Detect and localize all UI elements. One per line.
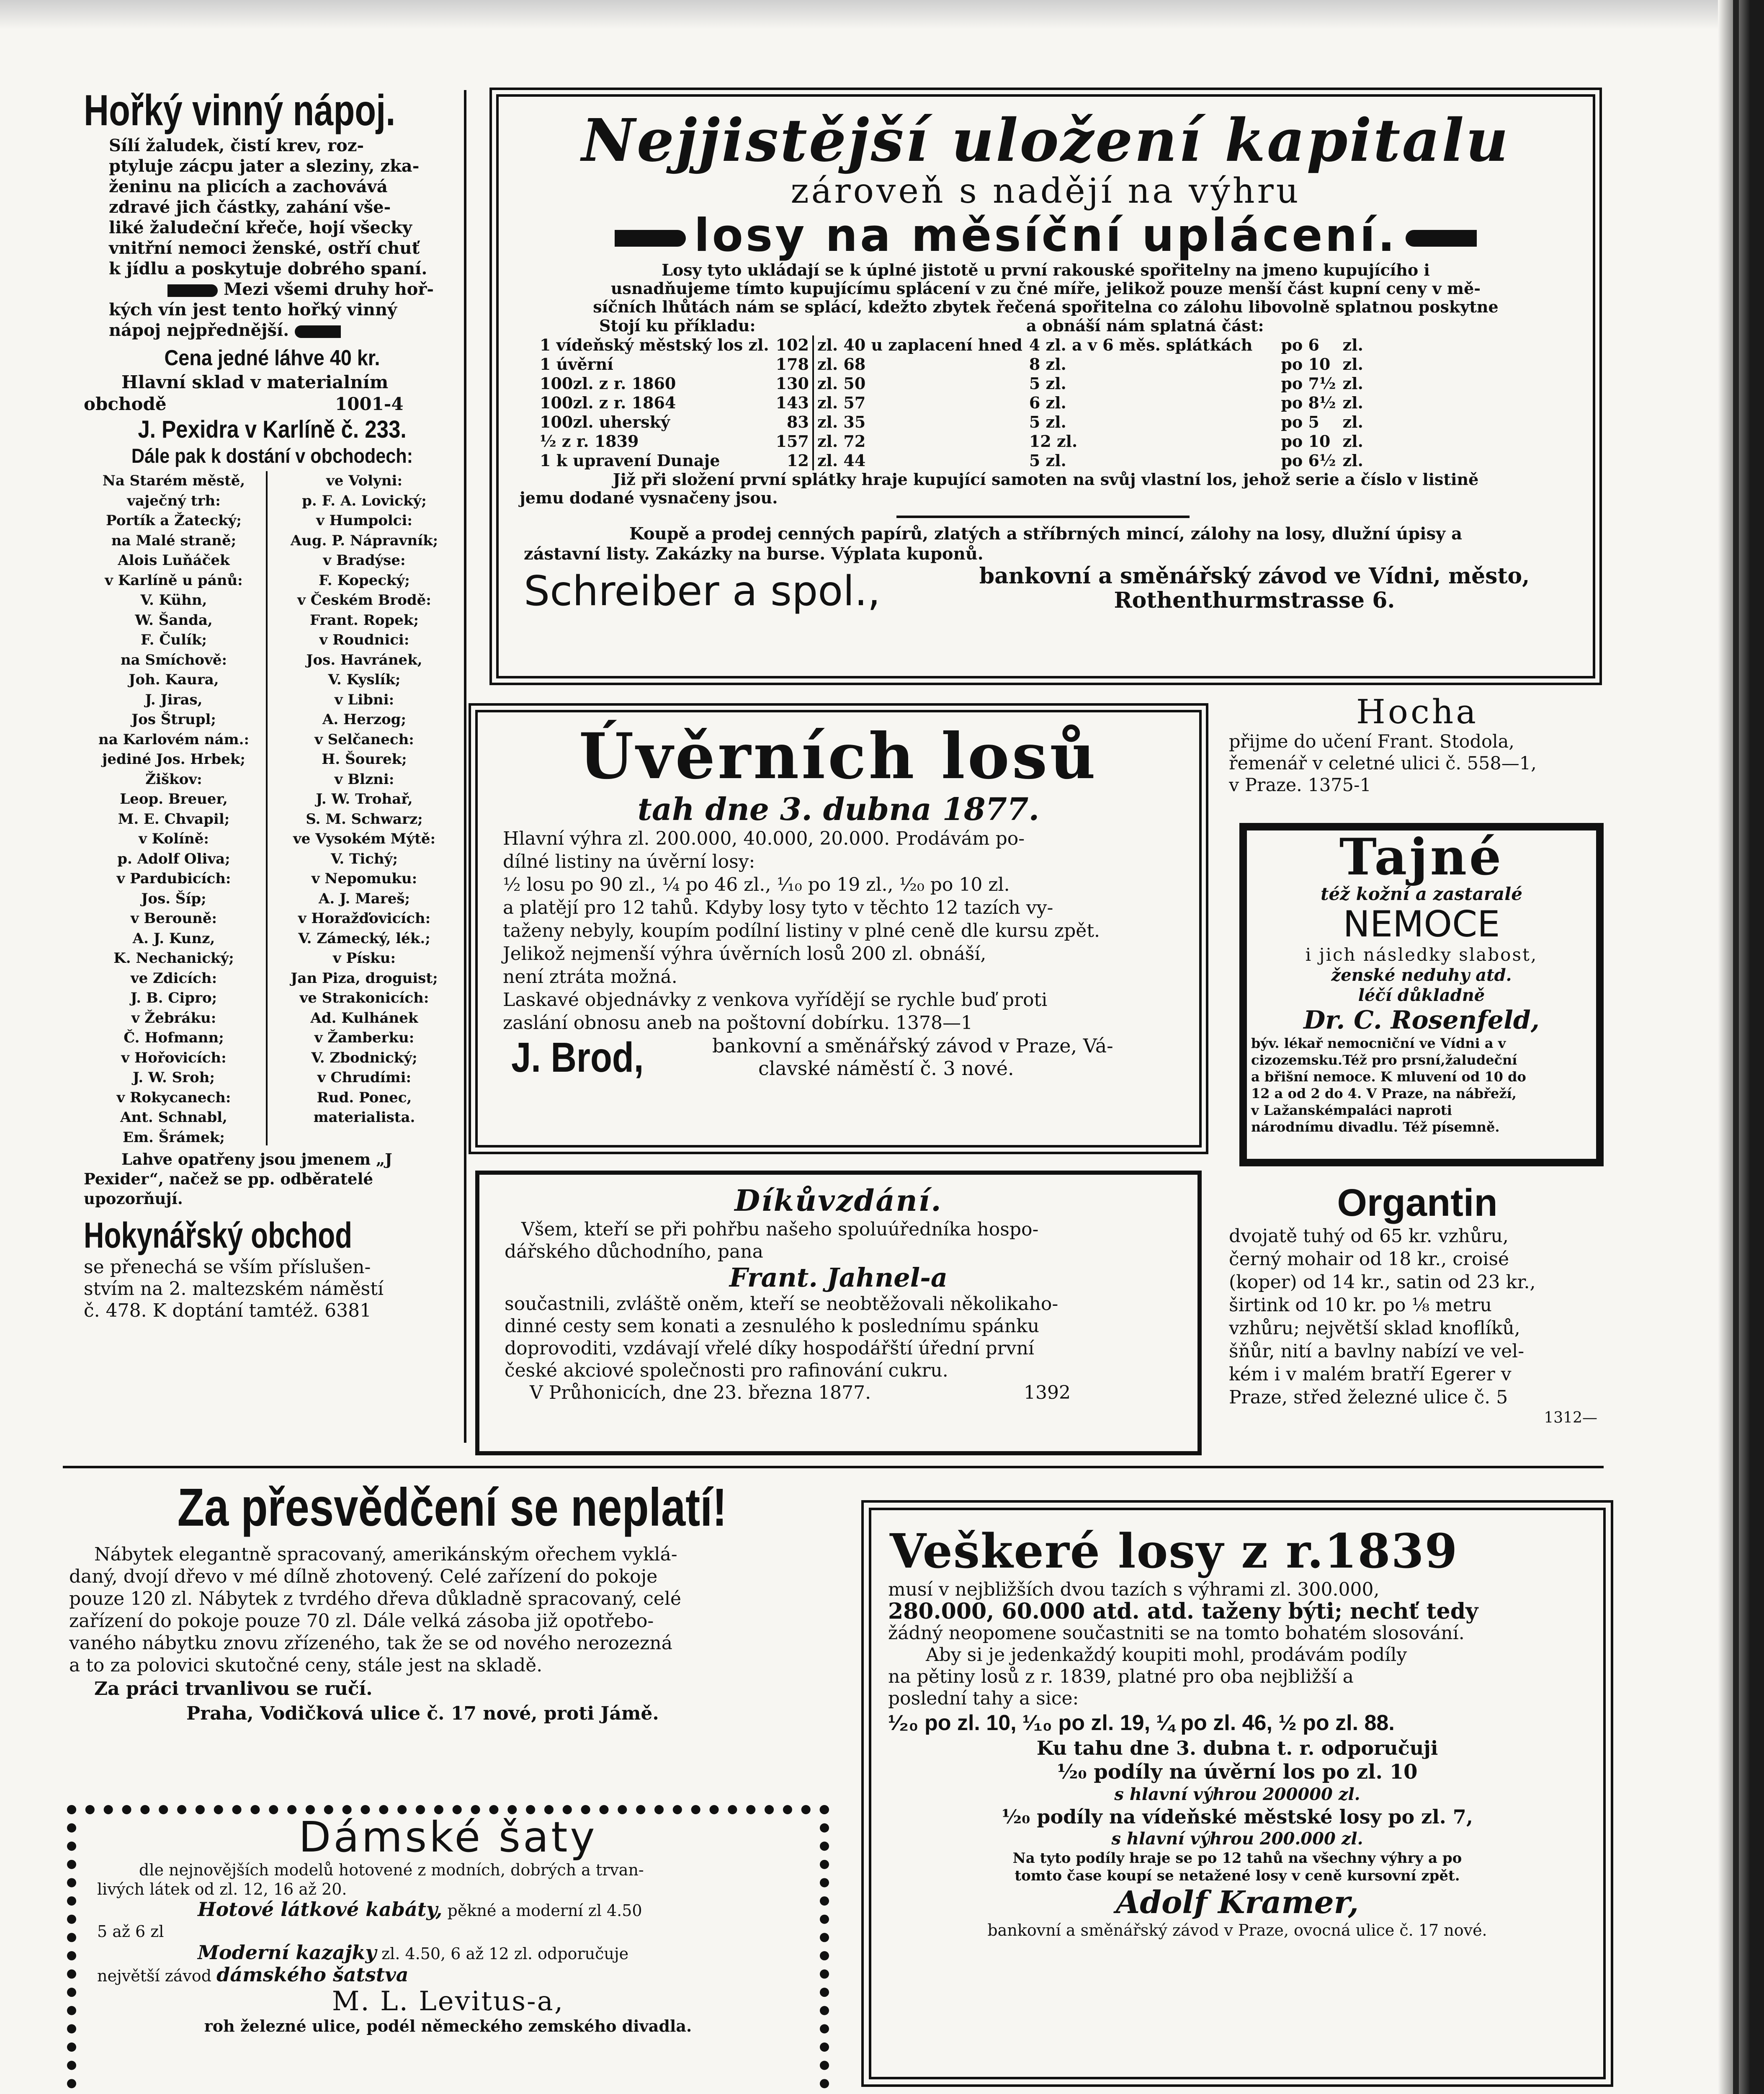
list-item: dílné listiny na úvěrní losy:	[503, 851, 755, 872]
list-item: v Kolíně:	[139, 830, 209, 847]
table-cell: 178	[773, 355, 813, 374]
list-item: p. Adolf Oliva;	[117, 850, 230, 867]
organtin-body	[1229, 1225, 1606, 1409]
text-line: k jídlu a poskytuje dobrého spaní.	[109, 259, 427, 279]
text-line: Již při složení první splátky hraje kupující samoten na svůj vlastní los, jehož serie a číslo v listině	[613, 470, 1479, 489]
table-row	[536, 432, 1367, 451]
list-item: v Žamberku:	[314, 1029, 415, 1046]
table-cell: zl.	[1342, 355, 1363, 374]
list-item: jediné Jos. Hrbek;	[102, 751, 245, 768]
list-item: v Selčanech:	[314, 731, 414, 748]
veskere-addr: bankovní a směnářský závod v Praze, ovocná ulice č. 17 nové.	[987, 1921, 1487, 1939]
ornament-rule	[896, 516, 1190, 518]
table-cell: po 8½	[1281, 393, 1336, 412]
list-item: Žiškov:	[145, 771, 202, 788]
table-cell: zl. 72	[817, 432, 866, 451]
list-item: J. W. Trohař,	[316, 791, 413, 807]
table-cell: 5 zl.	[1029, 413, 1066, 431]
table-cell: 4 zl. a v 6 měs. splátkách	[1029, 335, 1253, 354]
table-cell: zl. 35	[817, 413, 866, 431]
list-item: v Horažďovicích:	[298, 910, 431, 927]
list-item: v Hořovicích:	[121, 1049, 227, 1066]
text-line: vaného nábytku znovu zřízeného, tak že se od nového nerozezná	[69, 1632, 672, 1654]
organtin-title: Organtin	[1337, 1181, 1498, 1224]
veskere-ku: Ku tahu dne 3. dubna t. r. odporučuji	[1036, 1737, 1438, 1759]
list-item: J. Jiras,	[145, 691, 203, 708]
veskere-prices: ¹⁄₂₀ po zl. 10, ¹⁄₁₀ po zl. 19, ¼ po zl. 46, ½ po zl. 88.	[888, 1711, 1395, 1735]
hocha-body	[1229, 731, 1606, 796]
list-item: Joh. Kaura,	[129, 671, 219, 688]
text-line: v Praze. 1375-1	[1229, 775, 1371, 796]
scan-edge-line	[1733, 0, 1739, 2094]
lottery-table-body	[536, 335, 1367, 470]
list-item: ve Zdicích:	[130, 970, 217, 987]
table-cell: zl. 68	[817, 355, 866, 374]
tajne-ad	[1239, 823, 1604, 1166]
tajne-body	[1247, 1035, 1596, 1135]
list-item: Jos. Havránek,	[306, 651, 422, 668]
list-item: M. E. Chvapil;	[118, 810, 230, 828]
text-line: Praze, střed železné ulice č. 5	[1229, 1387, 1508, 1408]
list-item: v Karlíně u pánů:	[105, 572, 243, 589]
list-item: v Blzni:	[334, 771, 394, 788]
lottery-firm-row	[499, 564, 1593, 619]
text-span: Mezi všemi druhy hoř-	[223, 279, 434, 299]
further-shops: Dále pak k dostání v obchodech:	[131, 445, 413, 467]
list-item: zaslání obnosu aneb na poštovní dobírku. 1378—1	[503, 1012, 973, 1034]
text-line: bankovní a směnářský závod v Praze, Vá-	[712, 1034, 1113, 1057]
text-line: livých látek od zl. 12, 16 až 20.	[97, 1880, 347, 1898]
table-cell: zl. 44	[817, 451, 866, 470]
damske-kaz-row	[76, 1942, 820, 1964]
table-cell: po 6½	[1281, 451, 1336, 470]
list-item: ve Vysokém Mýtě:	[293, 830, 436, 847]
text-line: na pětiny losů z r. 1839, platné pro oba nejbližší a	[888, 1666, 1354, 1687]
list-item: Aug. P. Nápravník;	[290, 532, 438, 549]
nabytek-guar: Za práci trvanlivou se ručí.	[94, 1678, 373, 1699]
list-item: Jan Piza, droguist;	[291, 970, 438, 987]
hokyn-body	[84, 1256, 461, 1322]
list-item: ve Strakonicích:	[299, 990, 429, 1006]
list-item: v Berouně:	[130, 910, 217, 927]
text-line: Pexider“, načež se pp. odběratelé	[84, 1170, 373, 1188]
veskere-p1b: s hlavní výhrou 200000 zl.	[1114, 1785, 1360, 1804]
list-item: F. Čulík;	[140, 632, 207, 648]
scan-edge-right	[1718, 0, 1764, 2094]
veskere-title: Veškeré losy z r.1839	[890, 1524, 1458, 1579]
list-item: a platějí pro 12 tahů. Kdyby losy tyto v těchto 12 tazích vy-	[503, 897, 1053, 918]
text-line: Losy tyto ukládají se k úplné jistotě u první rakouské spořitelny na jmeno kupujícího i	[662, 260, 1430, 279]
tajne-l2: ženské neduhy atd.	[1331, 965, 1512, 985]
text-line: (koper) od 14 kr., satin od 23 kr.,	[1229, 1271, 1536, 1293]
list-item: A. J. Mareš;	[318, 890, 410, 907]
table-row	[536, 393, 1367, 413]
nabytek-addr: Praha, Vodičková ulice č. 17 nové, proti Jámě.	[186, 1703, 659, 1724]
pointing-hand-icon	[1406, 230, 1477, 247]
text-line: daný, dvojí dřevo v mé dílně zhotovený. Celé zařízení do pokoje	[69, 1566, 658, 1587]
table-cell: 1 k upravení Dunaje	[540, 451, 720, 470]
table-cell: 143	[773, 393, 813, 413]
text-line: Všem, kteří se při pohřbu našeho spoluúředníka hospo-	[521, 1219, 1039, 1240]
shops-right-list	[270, 471, 458, 1128]
list-item: na Smíchově:	[120, 651, 227, 668]
list-item: vaječný trh:	[127, 492, 221, 509]
table-row	[536, 355, 1367, 374]
uver-draw: tah dne 3. dubna 1877.	[637, 792, 1040, 828]
veskere-firm: Adolf Kramer,	[1115, 1885, 1359, 1921]
text-line: žádný neopomene součastniti se na tomto bohatém slosování.	[888, 1622, 1465, 1644]
list-item: v Žebráku:	[131, 1009, 216, 1026]
table-cell: 6 zl.	[1029, 393, 1066, 412]
table-cell: 12 zl.	[1029, 432, 1078, 451]
nabytek-ad	[69, 1476, 835, 1811]
pointing-hand-icon	[615, 230, 686, 247]
table-cell: 83	[773, 413, 813, 432]
list-item: ve Volyni:	[326, 472, 403, 489]
text-line: poslední tahy a sice:	[888, 1688, 1079, 1709]
list-item: ½ losu po 90 zl., ¼ po 46 zl., ¹⁄₁₀ po 19 zl., ¹⁄₂₀ po 10 zl.	[503, 874, 1010, 895]
warning-text	[84, 1150, 461, 1209]
veskere-body	[871, 1579, 1603, 1710]
text-line: a to za polovici skutočné ceny, stále jest na skladě.	[69, 1655, 543, 1676]
uver-firm-addr	[712, 1034, 1113, 1080]
table-cell: 1 úvěrní	[540, 355, 613, 374]
text-line: síčních lhůtách nám se splácí, kdežto zbytek řečená spořitelna co zálohu libovolně splatnou poskytne	[593, 297, 1499, 316]
damske-addr: roh železné ulice, podél německého zemského divadla.	[204, 2017, 692, 2035]
shops-left-list	[84, 471, 264, 1148]
text-line: české akciové společnosti pro rafinování cukru.	[505, 1360, 948, 1381]
text-line: 280.000, 60.000 atd. atd. taženy býti; nechť tedy	[888, 1599, 1478, 1624]
list-item: p. F. A. Lovický;	[302, 492, 427, 509]
text-line: dářského důchodního, pana	[505, 1241, 763, 1262]
price-line: Cena jedné láhve 40 kr.	[164, 346, 380, 370]
list-item: V. Kühn,	[140, 592, 207, 609]
text-line: pouze 120 zl. Nábytek z tvrdého dřeva důkladně spracovaný, celé	[69, 1588, 681, 1609]
lottery-note	[499, 470, 1593, 507]
text-line: Na tyto podíly hraje se po 12 tahů na všechny výhry a po	[1012, 1850, 1462, 1867]
list-item: Jos Štrupl;	[131, 711, 216, 728]
list-item: v Roudnici:	[319, 632, 409, 648]
damske-ad	[67, 1805, 829, 2094]
column-left	[84, 86, 461, 1451]
list-item: V. Zbodnický;	[311, 1049, 417, 1066]
hory-title: Hořký vinný nápoj.	[84, 86, 396, 135]
list-item: v Humpolci:	[316, 512, 412, 529]
text-line: bankovní a směnářský závod ve Vídni, město,	[979, 563, 1530, 589]
table-cell: 100zl. z r. 1860	[540, 374, 676, 393]
tajne-big: NEMOCE	[1343, 903, 1500, 945]
list-item: taženy nebyly, koupím podílní listiny v plné ceně dle kursu zpět.	[503, 920, 1100, 941]
damske-kab-row	[76, 1899, 820, 1921]
text-line: usnadňujeme tímto kupujícímu splácení v zu čné míře, jelikož pouze menší část kupní ceny v mě-	[610, 279, 1481, 298]
tajne-dr: Dr. C. Rosenfeld,	[1303, 1006, 1540, 1035]
list-item: V. Zámecký, lék.;	[298, 930, 430, 947]
text-line: součastnili, zvláště oněm, kteří se neobtěžovali několikaho-	[505, 1293, 1058, 1315]
text-line: Aby si je jedenkaždý koupiti mohl, prodávám podíly	[926, 1644, 1407, 1666]
uver-body	[478, 827, 1199, 1034]
section-rule	[63, 1466, 1604, 1468]
text-line: dvojatě tuhý od 65 kr. vzhůru,	[1229, 1225, 1509, 1247]
text-line: tomto čase koupí se netažené losy v ceně kursovní zpět.	[1015, 1867, 1460, 1884]
text-line: národnímu divadlu. Též písemně.	[1251, 1119, 1500, 1135]
text-line: cizozemsku.Též pro prsní,žaludeční	[1251, 1052, 1517, 1068]
table-cell: zl.	[1342, 335, 1363, 354]
text-line: širtink od 10 kr. po ⅛ metru	[1229, 1295, 1492, 1316]
lottery-table	[536, 335, 1367, 470]
table-cell: 130	[773, 374, 813, 393]
text-line	[109, 320, 461, 340]
table-row	[536, 374, 1367, 393]
text-line: stvím na 2. maltezském náměstí	[84, 1278, 384, 1300]
list-item: Jos. Šíp;	[141, 890, 206, 907]
text-line: černý mohair od 18 kr., croisé	[1229, 1248, 1509, 1270]
nabytek-title: Za přesvědčení se neplatí!	[177, 1478, 727, 1537]
list-item: F. Kopecký;	[319, 572, 410, 589]
text-line: clavské náměstí č. 3 nové.	[758, 1057, 1014, 1080]
table-cell: 12	[773, 451, 813, 470]
list-item: Em. Šrámek;	[123, 1129, 225, 1146]
lottery-ad	[496, 94, 1595, 678]
text-line: doprovoditi, vzdávají vřelé díky hospodářští úřední první	[505, 1338, 1034, 1359]
uver-ad	[475, 710, 1202, 1148]
list-item: Portík a Žatecký;	[106, 512, 242, 529]
table-cell: po 7½	[1281, 374, 1336, 393]
text-line: zařízení do pokoje pouze 70 zl. Dále velká zásoba již opotřebo-	[69, 1610, 654, 1632]
text-line: jemu dodané vysnačeny jsou.	[520, 488, 778, 507]
text-line: řemenář v celetné ulici č. 558—1,	[1229, 753, 1537, 774]
text-line: č. 478. K doptání tamtéž. 6381	[84, 1300, 372, 1321]
table-cell: po 6	[1281, 335, 1319, 354]
text-line: Lahve opatřeny jsou jmenem „J	[121, 1150, 392, 1168]
text-span: nápoj nejpřednější.	[109, 320, 289, 340]
list-item: v Chrudími:	[317, 1069, 412, 1086]
text-line: upozorňují.	[84, 1189, 183, 1208]
text-line: dinné cesty sem konati a zesnulého k poslednímu spánku	[505, 1315, 1040, 1337]
shops-divider	[266, 471, 268, 1145]
text-line: zástavní listy. Zakázky na burse. Výplata kuponů.	[524, 544, 984, 564]
list-item: Ant. Schnabl,	[120, 1109, 227, 1126]
lottery-subtitle: zároveň s nadějí na výhru	[791, 171, 1301, 211]
pexidra-name: J. Pexidra v Karlíně č. 233.	[138, 416, 407, 443]
damske-kazajky: Moderní kazajky	[198, 1941, 377, 1964]
table-cell: zl. 50	[817, 374, 866, 393]
text-line: dle nejnovějších modelů hotovené z modních, dobrých a trvan-	[139, 1861, 644, 1879]
table-row	[536, 451, 1367, 470]
text-span: pěkné a moderní zl 4.50	[447, 1901, 642, 1920]
scan-edge-top	[0, 0, 1764, 29]
table-cell: 1 vídeňský městský los zl.	[540, 335, 769, 354]
column-rule	[464, 90, 466, 1443]
list-item: Hlavní výhra zl. 200.000, 40.000, 20.000. Prodávám po-	[503, 828, 1025, 849]
uver-firm: J. Brod,	[511, 1034, 644, 1081]
list-item: Leop. Breuer,	[120, 791, 228, 807]
list-item: Jelikož nejmenší výhra úvěrních losů 200 zl. obnáší,	[503, 943, 986, 964]
table-cell: 157	[773, 432, 813, 451]
text-line: ptyluje zácpu jater a sleziny, zka-	[109, 156, 420, 176]
dik-title: Díkůvzdání.	[734, 1183, 943, 1218]
table-cell: zl. 57	[817, 393, 866, 412]
text-line: Rothenthurmstrasse 6.	[1114, 588, 1395, 613]
text-line: býv. lékař nemocniční ve Vídni a v	[1251, 1035, 1506, 1051]
text-line: kém i v malém bratří Egerer v	[1229, 1364, 1512, 1385]
hokyn-title: Hokynářský obchod	[84, 1215, 353, 1256]
table-cell: 8 zl.	[1029, 355, 1066, 374]
table-cell: 102	[773, 335, 813, 355]
table-cell: 100zl. z r. 1864	[540, 393, 676, 412]
tajne-l3: léčí důkladně	[1358, 985, 1485, 1005]
table-cell: zl.	[1342, 451, 1363, 470]
uver-title: Úvěrních losů	[579, 719, 1098, 793]
table-cell: po 10	[1281, 432, 1331, 451]
veskere-p1: ¹⁄₂₀ podíly na úvěrní los po zl. 10	[1057, 1760, 1418, 1784]
nabytek-body	[69, 1543, 835, 1676]
table-row	[536, 335, 1367, 355]
text-line: 12 a od 2 do 4. V Praze, na nábřeží,	[1251, 1086, 1517, 1101]
list-item: K. Nechanický;	[113, 950, 234, 967]
text-line: přijme do učení Frant. Stodola,	[1229, 731, 1514, 752]
hocha-title: Hocha	[1356, 693, 1478, 731]
damske-body	[76, 1860, 820, 1899]
dik-place: V Průhonicích, dne 23. března 1877.	[530, 1382, 871, 1403]
table-head-right: a obnáší nám splatná část:	[1026, 316, 1264, 335]
pointing-hand-icon	[295, 325, 341, 338]
damske-title: Dámské šaty	[299, 1813, 597, 1862]
text-span: losy na měsíční uplácení.	[694, 209, 1398, 262]
list-item: H. Šourek;	[322, 751, 407, 768]
text-span: zl. 4.50, 6 až 12 zl. odporučuje	[381, 1944, 629, 1963]
hory-body	[109, 135, 461, 340]
text-line: vzhůru; největší sklad knoflíků,	[1229, 1318, 1520, 1339]
table-cell: zl.	[1342, 374, 1363, 393]
main-store-line: Hlavní sklad v materialním	[121, 372, 389, 392]
list-item: materialista.	[313, 1109, 415, 1126]
list-item: J. B. Cipro;	[130, 990, 217, 1006]
text-line: Sílí žaludek, čistí krev, roz-	[109, 136, 364, 155]
list-item: není ztráta možná.	[503, 966, 677, 988]
veskere-p2b: s hlavní výhrou 200.000 zl.	[1111, 1829, 1363, 1849]
damske-firm: M. L. Levitus-a,	[332, 1986, 564, 2017]
text-line: Nábytek elegantně spracovaný, amerikánským ořechem vyklá-	[94, 1544, 677, 1565]
tajne-l1: i jich následky slabost,	[1305, 944, 1538, 965]
list-item: v Nepomuku:	[311, 870, 417, 887]
uver-firm-row	[478, 1034, 1199, 1085]
list-item: Laskavé objednávky z venkova vyřídějí se rychle buď proti	[503, 989, 1048, 1011]
list-item: V. Kyslík;	[328, 671, 401, 688]
list-item: Ad. Kulhánek	[310, 1009, 418, 1026]
dik-l2	[479, 1293, 1197, 1382]
organtin-ad	[1229, 1181, 1606, 1470]
lottery-table-head	[499, 316, 1593, 335]
damske-5: 5 až 6 zl	[97, 1922, 164, 1941]
veskere-p2: ¹⁄₂₀ podíly na vídeňské městské losy po zl. 7,	[1002, 1805, 1473, 1828]
veskere-ad	[869, 1508, 1606, 2079]
list-item: Frant. Ropek;	[309, 611, 419, 629]
list-item: Alois Luňáček	[118, 552, 230, 569]
list-item: na Malé straně;	[111, 532, 237, 549]
list-item: A. J. Kunz,	[132, 930, 215, 947]
list-item: v Bradýse:	[323, 552, 406, 569]
list-item: V. Tichý;	[330, 850, 398, 867]
table-cell: 100zl. uherský	[540, 413, 670, 431]
shops-table	[84, 471, 461, 1150]
list-item: Na Starém městě,	[102, 472, 245, 489]
table-row	[536, 413, 1367, 432]
list-item: Rud. Ponec,	[317, 1089, 412, 1106]
text-line: a břišní nemoce. K mluvení od 10 do	[1251, 1069, 1526, 1085]
list-item: v Rokycanech:	[116, 1089, 231, 1106]
lottery-title: Nejjistější uložení kapitalu	[581, 106, 1510, 175]
damske-zav-row	[76, 1964, 820, 1986]
table-cell: 5 zl.	[1029, 374, 1066, 393]
text-line: zdravé jich částky, zahání vše-	[109, 197, 391, 217]
text-line: v Lažanskémpaláci naproti	[1251, 1102, 1452, 1118]
text-line	[109, 279, 461, 299]
organtin-num: 1312—	[1544, 1409, 1597, 1426]
text-line: šňůr, nití a bavlny nabízí ve vel-	[1229, 1341, 1525, 1362]
tajne-sub: též kožní a zastaralé	[1321, 884, 1522, 904]
list-item: v Pardubicích:	[116, 870, 231, 887]
table-head-left: Stojí ku příkladu:	[599, 316, 756, 335]
dik-ad	[475, 1171, 1202, 1455]
list-item: Č. Hofmann;	[124, 1029, 224, 1046]
text-line: vnitřní nemoci ženské, ostří chuť	[109, 238, 420, 258]
dik-l1	[479, 1218, 1197, 1263]
list-item: v Písku:	[332, 950, 396, 967]
list-item: A. Herzog;	[322, 711, 407, 728]
list-item: S. M. Schwarz;	[306, 810, 423, 828]
table-cell: zl.	[1342, 393, 1363, 412]
list-item: v Českém Brodě:	[297, 592, 431, 609]
text-line: liké žaludeční křeče, hojí všecky	[109, 218, 412, 237]
reference-number: 1001-4	[335, 394, 404, 414]
lottery-firm: Schreiber a spol.,	[524, 567, 881, 615]
table-cell: po 10	[1281, 355, 1331, 374]
dik-name: Frant. Jahnel-a	[729, 1262, 948, 1293]
table-cell: po 5	[1281, 413, 1319, 431]
damske-kabaty: Hotové látkové kabáty,	[198, 1898, 443, 1921]
text-line: kých vín jest tento hořký vinný	[109, 300, 397, 320]
lottery-subtitle2	[499, 211, 1593, 261]
table-cell: zl.	[1342, 413, 1363, 431]
lottery-firm-addr	[951, 564, 1558, 613]
table-cell: 5 zl.	[1029, 451, 1066, 470]
tajne-title: Tajné	[1339, 828, 1504, 887]
text-line: se přenechá se vším příslušen-	[84, 1256, 371, 1278]
table-cell: ½ z r. 1839	[540, 432, 639, 451]
text-line: ženinu na plicích a zachovává	[109, 177, 388, 196]
pointing-hand-icon	[167, 284, 218, 297]
text-line: musí v nejbližších dvou tazích s výhrami zl. 300.000,	[888, 1579, 1380, 1600]
text-span: obchodě	[84, 394, 167, 414]
list-item: J. W. Sroh;	[132, 1069, 215, 1086]
lottery-body	[499, 261, 1593, 316]
list-item: v Libni:	[334, 691, 394, 708]
table-cell: zl.	[1342, 432, 1363, 451]
list-item: W. Šanda,	[135, 611, 213, 629]
table-cell: zl. 40 u zaplacení hned	[817, 335, 1022, 354]
dik-place-row	[479, 1382, 1197, 1404]
veskere-note	[871, 1849, 1603, 1885]
text-span: největší závod	[97, 1967, 212, 1985]
lottery-buy	[499, 524, 1593, 564]
list-item: na Karlovém nám.:	[98, 731, 249, 748]
dik-num: 1392	[1024, 1382, 1071, 1403]
damske-zavod: dámského šatstva	[216, 1963, 409, 1986]
main-store-line2	[84, 393, 461, 415]
text-line: Koupě a prodej cenných papírů, zlatých a stříbrných mincí, zálohy na losy, dlužní úpisy a	[629, 524, 1463, 544]
